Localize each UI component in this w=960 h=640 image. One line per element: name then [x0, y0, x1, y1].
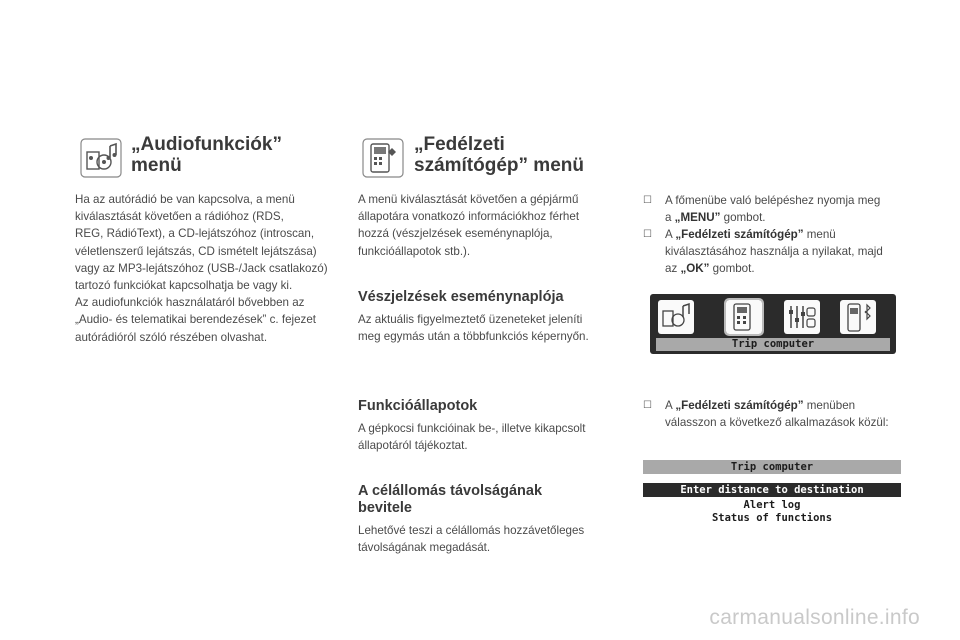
- submenu-item-distance[interactable]: Enter distance to destination: [643, 483, 901, 497]
- trip-computer-tile-icon[interactable]: [726, 300, 762, 334]
- instruction-2: ☐ A „Fedélzeti számítógép” menü kiválasztásához használja a nyilakat, majd az „OK” gombot.: [643, 228, 883, 276]
- trip-computer-submenu-screen: [643, 460, 901, 526]
- section-heading-status: Funkcióállapotok: [358, 398, 478, 414]
- audio-menu-icon: [80, 138, 122, 178]
- submenu-item-alert-log[interactable]: Alert log: [743, 499, 801, 511]
- instruction-3: ☐ A „Fedélzeti számítógép” menüben válasszon a következő alkalmazások közül:: [643, 399, 889, 430]
- audio-tile-icon[interactable]: [658, 300, 694, 334]
- submenu-item-status[interactable]: Status of functions: [711, 512, 833, 524]
- watermark-text: carmanualsonline.info: [709, 606, 920, 629]
- audio-menu-title: „Audiofunkciók” menü: [131, 134, 282, 176]
- settings-tile-icon[interactable]: [784, 300, 820, 334]
- section-heading-alert-log: Vészjelzések eseménynaplója: [358, 289, 564, 305]
- trip-computer-icon: [362, 138, 404, 178]
- trip-computer-title: „Fedélzeti számítógép” menü: [414, 134, 584, 176]
- bullet-icon: ☐: [643, 195, 652, 206]
- submenu-header: Trip computer: [643, 460, 901, 474]
- main-menu-selection-label: Trip computer: [656, 338, 890, 351]
- section-text-distance: Lehetővé teszi a célállomás hozzávetőleges távolságának megadását.: [358, 524, 585, 555]
- bullet-icon: ☐: [643, 229, 652, 240]
- section-heading-distance: A célállomás távolságának bevitele: [358, 483, 543, 516]
- main-menu-screen: [650, 294, 896, 354]
- bullet-icon: ☐: [643, 400, 652, 411]
- instruction-1: ☐ A főmenübe való belépéshez nyomja meg a „MENU” gombot.: [643, 194, 881, 225]
- trip-computer-intro: A menü kiválasztását követően a gépjármű állapotára vonatkozó információkhoz férhet hozzá (vészjelzések eseménynaplója, funkcióállapotok stb.).: [358, 193, 580, 258]
- section-text-status: A gépkocsi funkcióinak be-, illetve kikapcsolt állapotáról tájékoztat.: [358, 422, 586, 453]
- phone-tile-icon[interactable]: [840, 300, 876, 334]
- audio-menu-description: Ha az autórádió be van kapcsolva, a menü kiválasztását követően a rádióhoz (RDS, REG, RádióText), a CD-lejátszóhoz (introscan, véletlenszerű lejátszás, CD ismételt lejátszása) vagy az MP3-lejátszóhoz (USB-/Jack csatlakozó) tartozó funkciókat kapcsolhatja be vagy ki. Az audiofunkciók használatáról bővebben az „Audio- és telematikai berendezések” c. fejezet autórádióról szóló részében olvashat.: [75, 193, 328, 344]
- section-text-alert-log: Az aktuális figyelmeztető üzeneteket jeleníti meg egymás után a többfunkciós képernyőn.: [358, 313, 589, 344]
